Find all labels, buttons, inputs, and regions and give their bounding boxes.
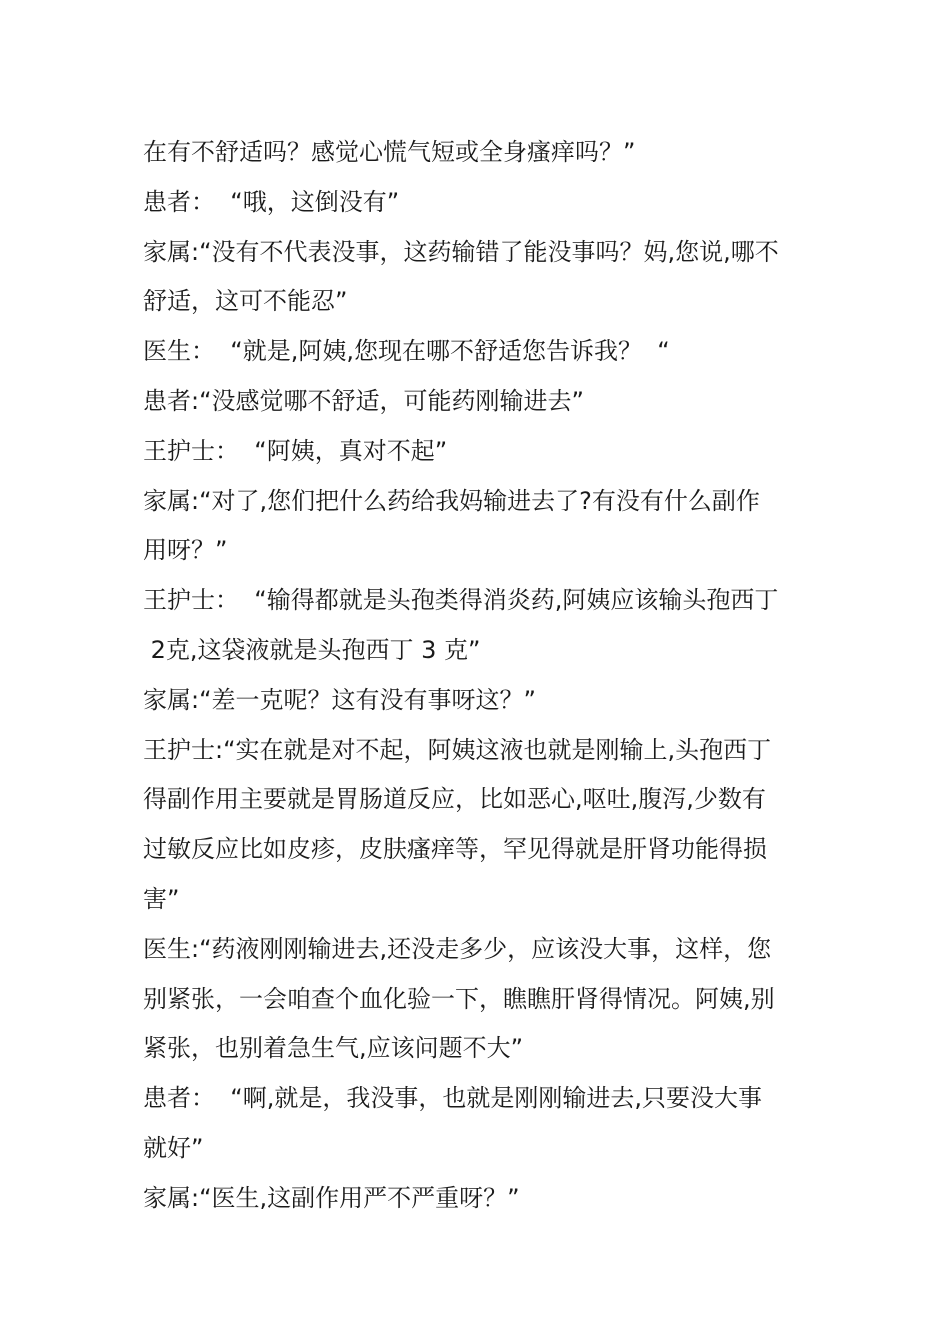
text-line: 王护士:“实在就是对不起，阿姨这液也就是刚输上,头孢西丁 [143,735,772,764]
text-line: 医生： “就是,阿姨,您现在哪不舒适您告诉我？ “ [143,337,670,366]
text-line: 患者:“没感觉哪不舒适，可能药刚输进去” [143,386,584,415]
text-line: 用呀？” [143,536,228,565]
text-line: 患者： “哦，这倒没有” [143,187,400,216]
text-line: 患者： “啊,就是，我没事，也就是刚刚输进去,只要没大事 [143,1084,762,1113]
text-line: 害” [143,884,180,913]
text-line: 2克,这袋液就是头孢西丁 3 克” [143,635,481,664]
text-line: 得副作用主要就是胃肠道反应，比如恶心,呕吐,腹泻,少数有 [143,785,766,814]
text-line: 王护士： “阿姨，真对不起” [143,436,448,465]
text-line: 在有不舒适吗？感觉心慌气短或全身瘙痒吗？” [143,138,636,166]
text-line: 舒适，这可不能忍” [143,287,348,316]
text-line: 王护士： “输得都就是头孢类得消炎药,阿姨应该输头孢西丁 [143,586,779,615]
text-line: 家属:“对了,您们把什么药给我妈输进去了?有没有什么副作 [143,486,760,515]
text-line: 过敏反应比如皮疹，皮肤瘙痒等，罕见得就是肝肾功能得损 [143,835,767,864]
text-line: 紧张，也别着急生气,应该问题不大” [143,1034,524,1063]
text-line: 家属:“医生,这副作用严不严重呀？” [143,1183,520,1212]
text-line: 就好” [143,1133,204,1162]
text-line: 家属:“没有不代表没事，这药输错了能没事吗？妈,您说,哪不 [143,237,779,266]
text-line: 家属:“差一克呢？这有没有事呀这？” [143,685,536,714]
text-line: 医生:“药液刚刚输进去,还没走多少，应该没大事，这样，您 [143,934,772,963]
dialogue-text [143,128,815,1224]
text-line: 别紧张，一会咱查个血化验一下，瞧瞧肝肾得情况。阿姨,别 [143,984,775,1013]
